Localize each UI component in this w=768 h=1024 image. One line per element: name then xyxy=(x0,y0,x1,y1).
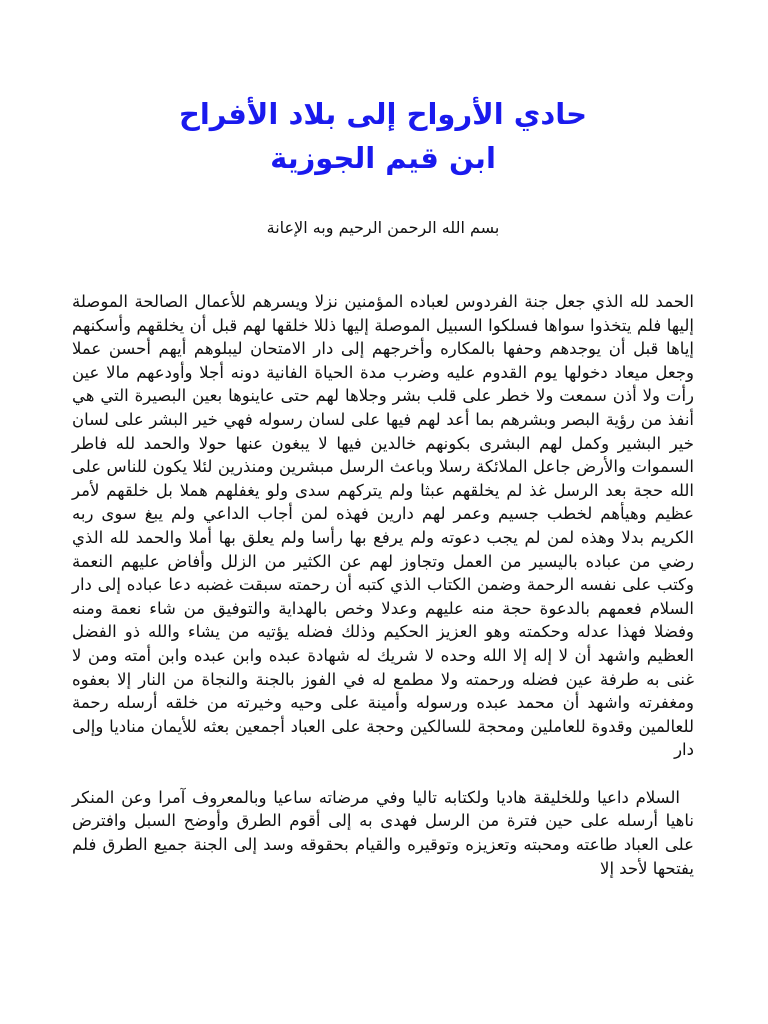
title-line-2-author: ابن قيم الجوزية xyxy=(270,141,496,175)
basmala-line: بسم الله الرحمن الرحيم وبه الإعانة xyxy=(266,218,500,237)
title-line-1: حادي الأرواح إلى بلاد الأفراح xyxy=(178,97,588,131)
document-title xyxy=(72,0,694,180)
body-paragraph-2: السلام داعيا وللخليقة هاديا ولكتابه تاليا وفي مرضاته ساعيا وبالمعروف آمرا وعن المنكر ناهيا أرسله على حين فترة من الرسل فهدى به إلى أقوم الطرق وأوضح السبل وافترض على العباد طاعته ومحبته وتعزيزه وتوقيره والقيام بحقوقه وسد إلى الجنة جميع الطرق فلم يفتحها لأحد إلا xyxy=(72,787,694,878)
body-paragraph-1: الحمد لله الذي جعل جنة الفردوس لعباده المؤمنين نزلا ويسرهم للأعمال الصالحة الموصلة إليها فلم يتخذوا سواها فسلكوا السبيل الموصلة إليها ذللا خلقها لهم قبل أن يخلقهم وأسكنهم إياها قبل أن يوجدهم وحفها بالمكاره وأخرجهم إلى دار الامتحان ليبلوهم أيهم أحسن عملا وجعل ميعاد دخولها يوم القدوم عليه وضرب مدة الحياة الفانية دونه أجلا وأودعهم مالا عين رأت ولا أذن سمعت ولا خطر على قلب بشر وجلاها لهم حتى عاينوها بعين البصيرة التي هي أنفذ من رؤية البصر وبشرهم بما أعد لهم فيها على لسان رسوله فهي خير البشر على لسان خير البشير وكمل لهم البشرى بكونهم خالدين فيها لا يبغون عنها حولا والحمد لله فاطر السموات والأرض جاعل الملائكة رسلا وباعث الرسل مبشرين ومنذرين لئلا يكون للناس على الله حجة بعد الرسل غذ لم يخلقهم عبثا ولم يتركهم سدى ولو يغفلهم هملا بل خلقهم لأمر عظيم وهيأهم لخطب جسيم وعمر لهم دارين فهذه لمن أجاب الداعي ولم يبغ سوى ربه الكريم بدلا وهذه لمن لم يجب دعوته ولم يرفع بها رأسا ولم يعلق بها أملا والحمد لله الذي رضي من عباده باليسير من العمل وتجاوز لهم عن الكثير من الزلل وأفاض عليهم النعمة وكتب على نفسه الرحمة وضمن الكتاب الذي كتبه أن رحمته سبقت غضبه دعا عباده إلى دار السلام فعمهم بالدعوة حجة منه عليهم وعدلا وخص بالهداية والتوفيق من شاء نعمة ومنه وفضلا فهذا عدله وحكمته وهو العزيز الحكيم وذلك فضله يؤتيه من يشاء والله ذو الفضل العظيم واشهد أن لا إله إلا الله وحده لا شريك له شهادة عبده وابن عبده وابن أمته ومن لا غنى به طرفة عين فضله ورحمته ولا مطمع له في الفوز بالجنة والنجاة من النار إلا بعفوه ومغفرته واشهد أن محمد عبده ورسوله وأمينة على وحيه وخيرته من خلقه أرسله رحمة للعالمين وقدوة للعاملين ومحجة للسالكين وحجة على العباد أجمعين بعثه للأيمان مناديا وإلى دار xyxy=(72,292,694,760)
